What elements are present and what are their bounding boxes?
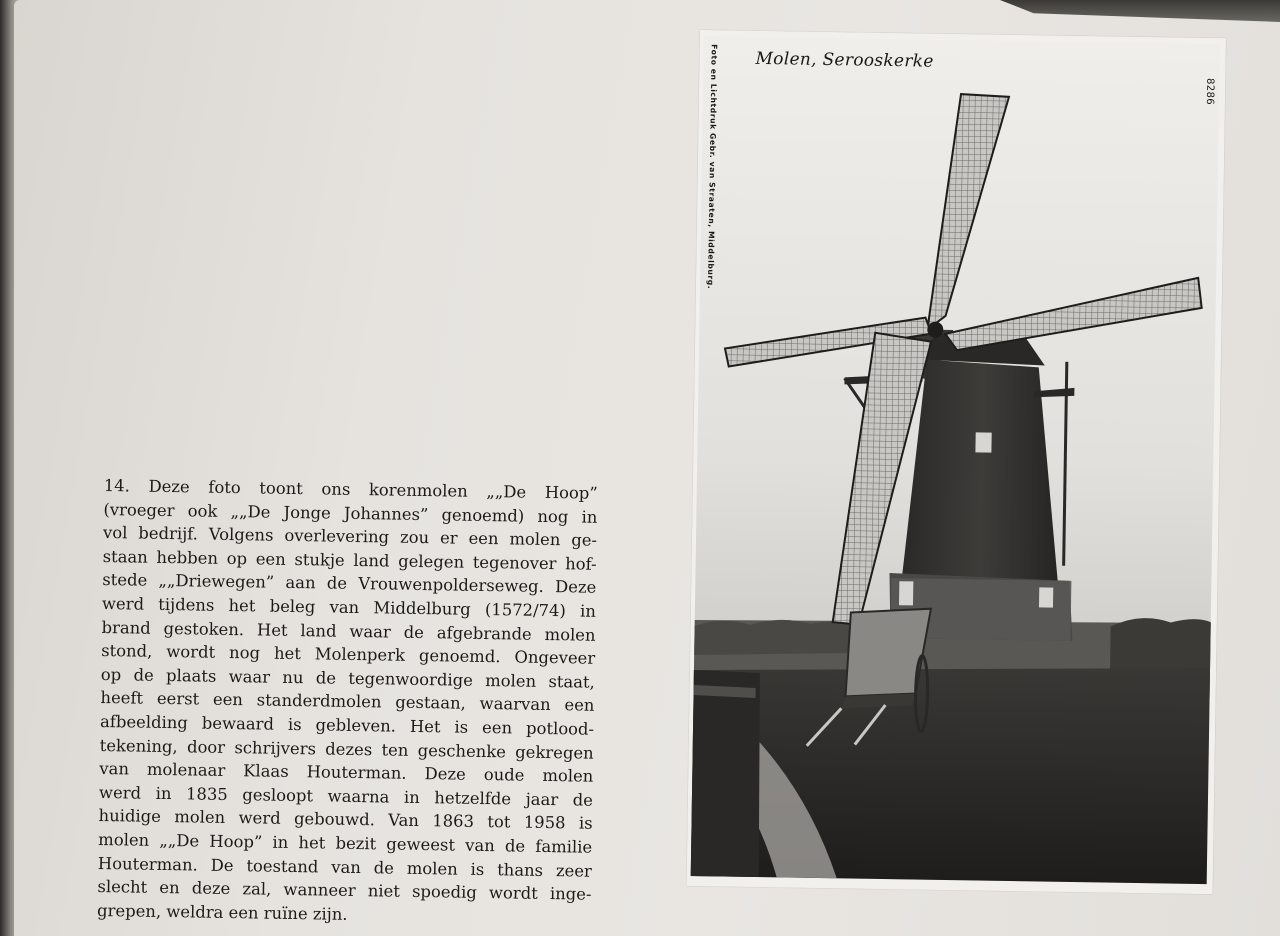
caption-line: slecht en deze zal, wanneer niet spoedig wordt inge- (97, 877, 592, 904)
windmill-photo (687, 30, 1226, 894)
caption-line: huidige molen werd gebouwd. Van 1863 tot 1958 is (98, 806, 593, 834)
caption-line: Houterman. De toestand van de molen is thans zeer (97, 853, 592, 881)
caption-line: grepen, weldra een ruïne zijn. (96, 900, 348, 924)
caption-line: tekening, door schrijvers dezes ten geschenke gekregen (99, 735, 594, 763)
caption-line: (vroeger ook „„De Jonge Johannes” genoemd) nog in (103, 499, 598, 527)
photo-caption (97, 474, 598, 930)
caption-line: heeft eerst een standerdmolen gestaan, waarvan een (100, 688, 595, 716)
caption-line: werd in 1835 gesloopt waarna in hetzelfde jaar de (98, 782, 594, 810)
caption-line: stede „„Driewegen” aan de Vrouwenpolderseweg. Deze (102, 570, 597, 598)
caption-line: van molenaar Klaas Houterman. Deze oude molen (99, 759, 594, 786)
photo-title: Molen, Serooskerke (755, 48, 934, 72)
caption-line: werd tijdens het beleg van Middelburg (1572/74) in (101, 593, 597, 621)
photo-credit: Foto en Lichtdruk Gebr. van Straaten, Middelburg. (705, 44, 719, 290)
caption-line: op de plaats waar nu de tegenwoordige molen staat, (100, 664, 595, 692)
caption-line: 14. Deze foto toont ons korenmolen „„De Hoop” (103, 475, 598, 503)
windmill-photo-image (687, 30, 1226, 894)
photo-number: 8286 (1203, 77, 1216, 106)
caption-line: molen „„De Hoop” in het bezit geweest van de familie (98, 829, 593, 857)
caption-line: stond, wordt nog het Molenperk genoemd. Ongeveer (101, 641, 596, 668)
cart (846, 607, 931, 697)
caption-line: brand gestoken. Het land waar de afgebrande molen (101, 617, 596, 645)
caption-line: vol bedrijf. Volgens overlevering zou er een molen ge- (102, 523, 598, 550)
caption-line: afbeelding bewaard is gebleven. Het is een potlood- (99, 711, 595, 739)
caption-line: staan hebben op een stukje land gelegen tegenover hof- (102, 546, 597, 574)
